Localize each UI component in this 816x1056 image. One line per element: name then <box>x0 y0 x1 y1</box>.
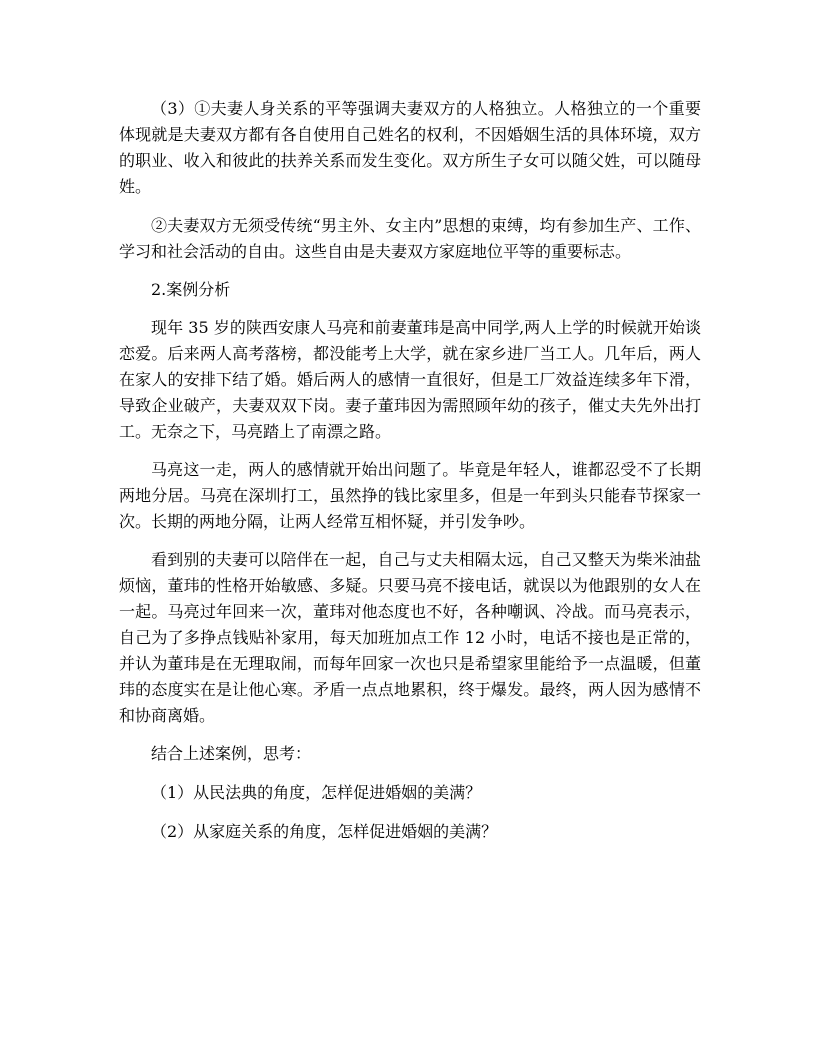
question-1: （1）从民法典的角度，怎样促进婚姻的美满？ <box>151 783 482 802</box>
paragraph-case-conflict: 看到别的夫妻可以陪伴在一起，自己与丈夫相隔太远，自己又整天为柴米油盐烦恼，董玮的性格开始敏感、多疑。只要马亮不接电话，就误以为他跟别的女人在一起。马亮过年回来一次，董玮对他态度也不好，各种嘲讽、冷战。而马亮表示，自己为了多挣点钱贴补家用，每天加班加点工作 12 小时，电话不接也是正常的，并认为董玮是在无理取闹，而每年回家一次也只是希望家里能给予一点温暖，但董玮的态度实在是让他心寒。矛盾一点点地累积，终于爆发。最终，两人因为感情不和协商离婚。 <box>119 550 701 725</box>
section-heading-case-analysis: 2.案例分析 <box>151 280 231 299</box>
paragraph-freedom: ②夫妻双方无须受传统“男主外、女主内”思想的束缚，均有参加生产、工作、学习和社会活动的自由。这些自由是夫妻双方家庭地位平等的重要标志。 <box>119 216 701 261</box>
paragraph-think-prompt: 结合上述案例，思考： <box>151 744 312 763</box>
question-2: （2）从家庭关系的角度，怎样促进婚姻的美满？ <box>151 822 498 841</box>
paragraph-case-background: 现年 35 岁的陕西安康人马亮和前妻董玮是高中同学,两人上学的时候就开始谈恋爱。后来两人高考落榜，都没能考上大学，就在家乡进厂当工人。几年后，两人在家人的安排下结了婚。婚后两人的感情一直很好，但是工厂效益连续多年下滑，导致企业破产，夫妻双双下岗。妻子董玮因为需照顾年幼的孩子，催丈夫先外出打工。无奈之下，马亮踏上了南漂之路。 <box>119 318 701 441</box>
document-body <box>119 96 701 845</box>
paragraph-case-separation: 马亮这一走，两人的感情就开始出问题了。毕竟是年轻人，谁都忍受不了长期两地分居。马亮在深圳打工，虽然挣的钱比家里多，但是一年到头只能春节探家一次。长期的两地分隔，让两人经常互相怀疑，并引发争吵。 <box>119 460 701 531</box>
paragraph-equality-personality: （3）①夫妻人身关系的平等强调夫妻双方的人格独立。人格独立的一个重要体现就是夫妻双方都有各自使用自己姓名的权利，不因婚姻生活的具体环境，双方的职业、收入和彼此的扶养关系而发生变化。双方所生子女可以随父姓，可以随母姓。 <box>119 99 701 196</box>
